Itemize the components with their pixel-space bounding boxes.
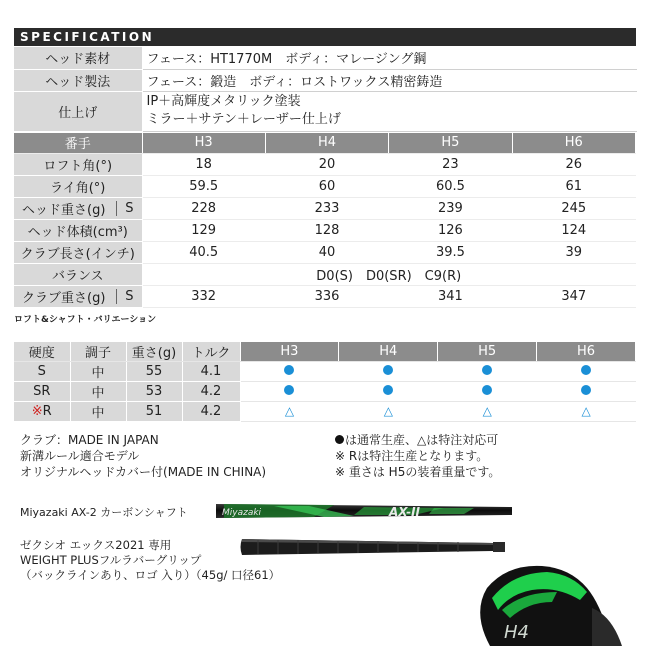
standard-dot-icon (383, 385, 393, 395)
note-line: 新溝ルール適合モデル (20, 449, 140, 463)
special-order-mark: ※ (31, 404, 43, 419)
cell: 20 (265, 153, 388, 175)
cell: 347 (512, 285, 635, 307)
special-order-triangle-icon: △ (383, 404, 393, 418)
cell: 39.5 (389, 241, 512, 263)
cell: 239 (389, 197, 512, 219)
row-label-main: ヘッド重さ(g) (22, 202, 106, 218)
spec-value-line: IP＋高輝度メタリック塗装 (146, 94, 301, 109)
note-line: クラブ：MADE IN JAPAN (20, 433, 159, 447)
grip-line: ゼクシオ エックス2021 専用 (20, 538, 172, 552)
head-label: 番手 (14, 133, 142, 153)
cell: 26 (512, 153, 635, 175)
flex (14, 402, 70, 422)
row-label: ライ角(°) (14, 175, 142, 197)
flex: SR (14, 382, 70, 402)
standard-dot-icon (581, 385, 591, 395)
headcover-mark: H4 (504, 622, 529, 643)
standard-dot-icon (581, 365, 591, 375)
torque: 4.1 (182, 362, 240, 382)
spec-material-table (14, 47, 637, 132)
shaft-head-row (14, 342, 636, 362)
shaft-name: Miyazaki AX-2 カーボンシャフト (20, 506, 188, 519)
flex-value: R (42, 404, 52, 419)
notes-left (20, 432, 266, 480)
spec-value (142, 91, 636, 131)
spec-row (14, 219, 636, 241)
shaft-row (14, 362, 636, 382)
row-label-sub: S (116, 289, 133, 304)
spec-value-line: ミラー＋サテン＋レーザー仕上げ (146, 112, 341, 127)
kick: 中 (70, 362, 126, 382)
standard-dot-icon (284, 385, 294, 395)
cell: 59.5 (142, 175, 265, 197)
row-label (14, 197, 142, 219)
spec-label: ヘッド素材 (14, 47, 142, 69)
specification-header: SPECIFICATION (14, 28, 636, 46)
special-order-triangle-icon: △ (581, 404, 591, 418)
cell: 126 (389, 219, 512, 241)
spec-value: フェース：HT1770M ボディ：マレージング鋼 (142, 47, 636, 69)
cell: 341 (389, 285, 512, 307)
special-order-triangle-icon: △ (284, 404, 295, 418)
grip-image (238, 536, 508, 558)
col-kick: 調子 (70, 342, 126, 362)
spec-label: 仕上げ (14, 91, 142, 131)
note-line: ※ 重さは H5の装着重量です。 (335, 465, 501, 479)
spec-value: フェース：鍛造 ボディ：ロストワックス精密鋳造 (142, 69, 636, 91)
shaft-row (14, 382, 636, 402)
model-h4: H4 (265, 133, 388, 153)
standard-dot-icon (482, 385, 492, 395)
cell: 61 (512, 175, 635, 197)
shaft-image (214, 498, 514, 524)
cell: 60.5 (389, 175, 512, 197)
spec-row (14, 175, 636, 197)
cell: 245 (512, 197, 635, 219)
spec-main-table (14, 133, 636, 308)
shaft-logo: Miyazaki (222, 508, 262, 518)
col-hardness: 硬度 (14, 342, 70, 362)
spec-row (14, 285, 636, 307)
headcover-image (462, 558, 622, 648)
weight: 53 (126, 382, 182, 402)
shaft-row (14, 402, 636, 422)
spec-row (14, 69, 636, 91)
row-label-sub: S (116, 201, 133, 216)
standard-dot-icon (383, 365, 393, 375)
model-h3: H3 (142, 133, 265, 153)
flex: S (14, 362, 70, 382)
standard-dot-icon (284, 365, 294, 375)
col-weight: 重さ(g) (126, 342, 182, 362)
special-order-triangle-icon: △ (482, 404, 492, 418)
cell: 228 (142, 197, 265, 219)
spec-head-row (14, 133, 636, 153)
note-line: オリジナルヘッドカバー付(MADE IN CHINA) (20, 465, 267, 479)
spec-row (14, 197, 636, 219)
kick: 中 (70, 402, 126, 422)
cell: 233 (265, 197, 388, 219)
shaft-variation-table (14, 342, 636, 422)
grip-line: WEIGHT PLUSフルラバーグリップ (20, 553, 202, 567)
spec-row (14, 47, 636, 69)
model-h6: H6 (537, 342, 636, 362)
torque: 4.2 (182, 402, 240, 422)
grip-line: （バックラインあり、ロゴ 入り）（45g/ 口径61） (20, 568, 281, 582)
cell: 336 (265, 285, 388, 307)
row-label-main: クラブ重さ(g) (22, 290, 106, 306)
cell: 40 (265, 241, 388, 263)
balance-row (14, 263, 636, 285)
balance-value: D0(S) D0(SR) C9(R) (142, 263, 636, 285)
note-text: は通常生産、△は特注対応可 (345, 433, 499, 447)
note-line: ※ Rは特注生産となります。 (335, 449, 489, 463)
col-torque: トルク (182, 342, 240, 362)
cell: 60 (265, 175, 388, 197)
cell: 128 (265, 219, 388, 241)
cell: 39 (512, 241, 635, 263)
standard-dot-icon (482, 365, 492, 375)
row-label: クラブ長さ(インチ) (14, 241, 142, 263)
row-label: ヘッド体積(cm³) (14, 219, 142, 241)
model-h6: H6 (512, 133, 635, 153)
cell: 332 (142, 285, 265, 307)
note-line (335, 432, 500, 448)
shaft-model-mark: AX-II (389, 505, 421, 519)
weight: 51 (126, 402, 182, 422)
weight: 55 (126, 362, 182, 382)
cell: 18 (142, 153, 265, 175)
cell: 124 (512, 219, 635, 241)
row-label: ロフト角(°) (14, 153, 142, 175)
cell: 23 (389, 153, 512, 175)
spec-label: ヘッド製法 (14, 69, 142, 91)
torque: 4.2 (182, 382, 240, 402)
cell: 40.5 (142, 241, 265, 263)
notes-right (335, 432, 500, 480)
spec-row (14, 91, 636, 131)
model-h5: H5 (438, 342, 537, 362)
model-h5: H5 (389, 133, 512, 153)
kick: 中 (70, 382, 126, 402)
row-label (14, 285, 142, 307)
model-h4: H4 (339, 342, 438, 362)
cell: 129 (142, 219, 265, 241)
spec-row (14, 241, 636, 263)
spec-row (14, 153, 636, 175)
black-dot-icon (335, 435, 344, 444)
row-label: バランス (14, 263, 142, 285)
model-h3: H3 (240, 342, 339, 362)
loft-shaft-title: ロフト&シャフト・バリエーション (14, 315, 157, 325)
